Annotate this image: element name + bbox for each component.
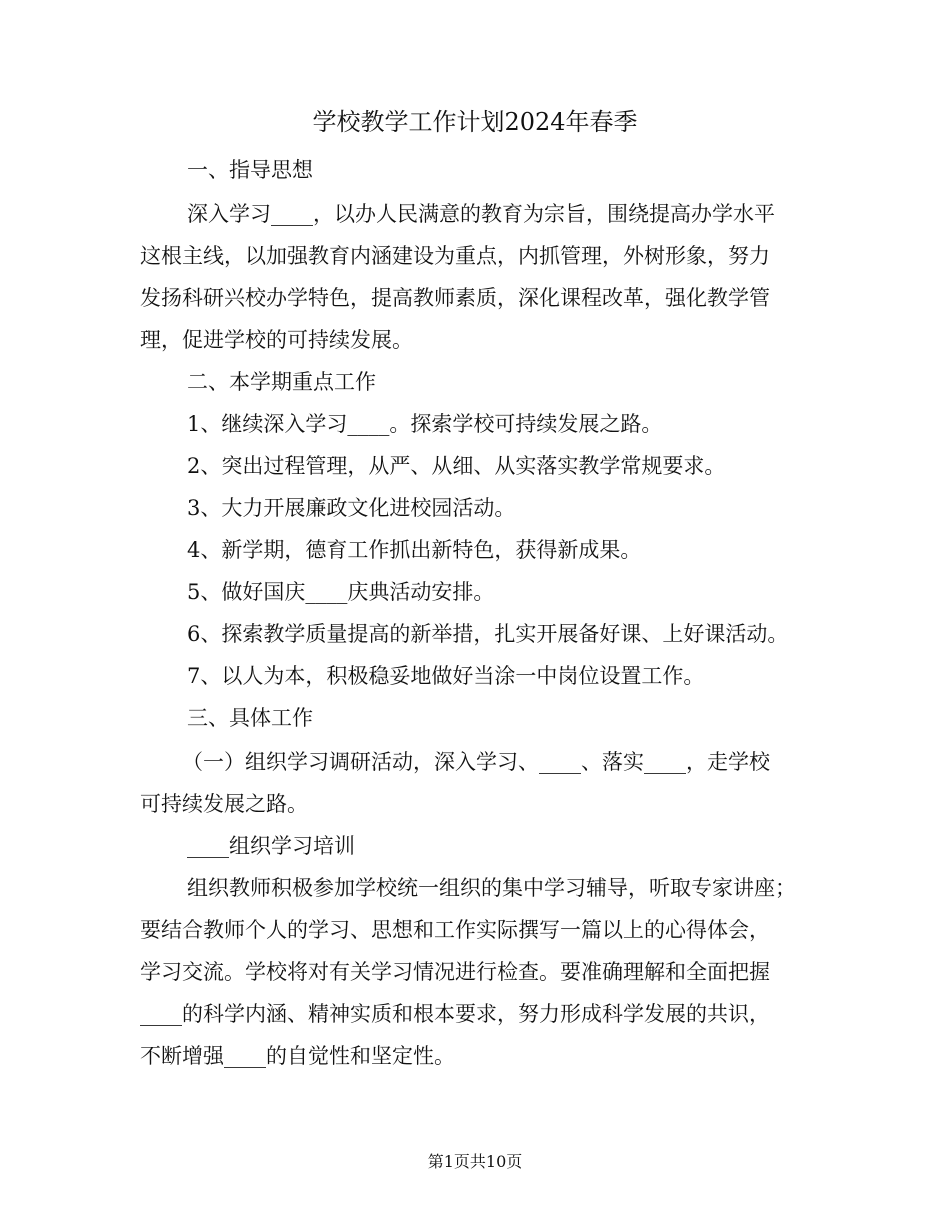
document-title: 学校教学工作计划2024年春季 (312, 108, 638, 136)
subsection-heading: （一）组织学习调研活动，深入学习、____、落实____，走学校 (182, 750, 770, 774)
paragraph-line: 学习交流。学校将对有关学习情况进行检查。要准确理解和全面把握 (140, 960, 770, 984)
paragraph-line: 这根主线，以加强教育内涵建设为重点，内抓管理，外树形象，努力 (140, 244, 770, 268)
paragraph-line: 不断增强____的自觉性和坚定性。 (140, 1044, 455, 1068)
list-item: 7、以人为本，积极稳妥地做好当涂一中岗位设置工作。 (187, 664, 705, 688)
paragraph-line: 组织教师积极参加学校统一组织的集中学习辅导，听取专家讲座； (187, 876, 796, 900)
paragraph-line: 理，促进学校的可持续发展。 (140, 328, 413, 352)
list-item: 5、做好国庆____庆典活动安排。 (187, 580, 495, 604)
list-item: 4、新学期，德育工作抓出新特色，获得新成果。 (187, 538, 642, 562)
section-heading-key-work: 二、本学期重点工作 (187, 370, 376, 394)
page-number-footer: 第1页共10页 (427, 1152, 523, 1171)
paragraph-line: 深入学习____，以办人民满意的教育为宗旨，围绕提高办学水平 (187, 202, 775, 226)
paragraph-line: 可持续发展之路。 (140, 792, 308, 816)
list-item: 2、突出过程管理，从严、从细、从实落实教学常规要求。 (187, 454, 726, 478)
list-item: 1、继续深入学习____。探索学校可持续发展之路。 (187, 412, 663, 436)
paragraph-line: 要结合教师个人的学习、思想和工作实际撰写一篇以上的心得体会， (140, 918, 770, 942)
list-item: 6、探索教学质量提高的新举措，扎实开展备好课、上好课活动。 (187, 622, 789, 646)
paragraph-line: 发扬科研兴校办学特色，提高教师素质，深化课程改革，强化教学管 (140, 286, 770, 310)
list-item: 3、大力开展廉政文化进校园活动。 (187, 496, 516, 520)
section-heading-guiding-ideology: 一、指导思想 (187, 158, 313, 182)
section-heading-specific-work: 三、具体工作 (187, 706, 313, 730)
paragraph-line: ____的科学内涵、精神实质和根本要求，努力形成科学发展的共识， (140, 1002, 770, 1026)
subheading-training: ____组织学习培训 (187, 834, 355, 858)
